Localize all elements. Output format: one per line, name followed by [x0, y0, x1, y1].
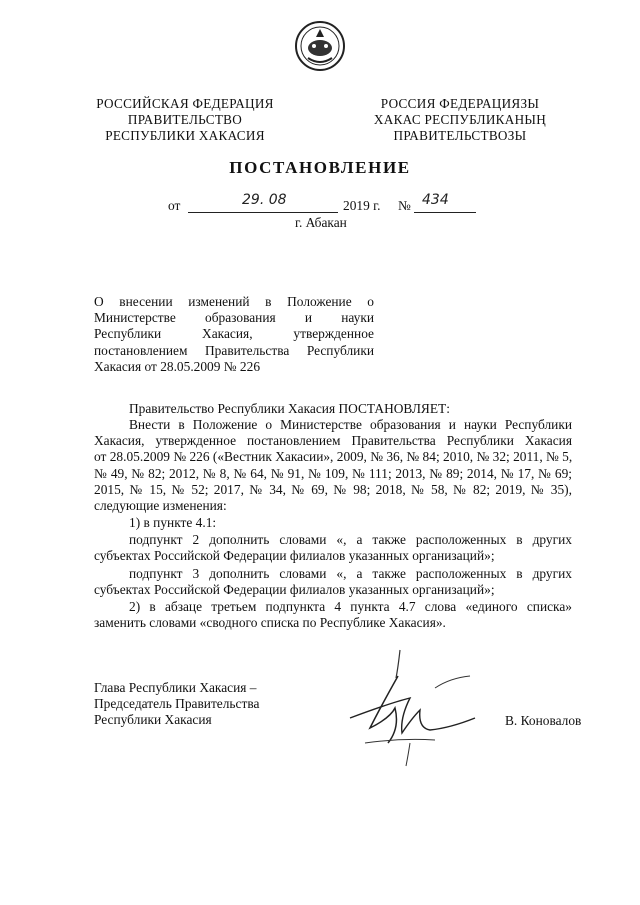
header-left-line: РОССИЙСКАЯ ФЕДЕРАЦИЯ	[96, 96, 274, 111]
subitem-line: подпункт 3 дополнить словами «, а также расположенных в других	[129, 566, 572, 581]
header-right-line: ПРАВИТЕЛЬСТВОЗЫ	[393, 128, 527, 143]
subject-line: Министерстве образования и науки	[94, 310, 374, 326]
position-line: Глава Республики Хакасия –	[94, 680, 257, 695]
header-right	[355, 96, 565, 144]
header-right-line: РОССИЯ ФЕДЕРАЦИЯЗЫ	[380, 96, 540, 111]
subitem-line: субъектах Российской Федерации филиалов указанных организаций»;	[94, 548, 495, 564]
year: 2019 г.	[343, 198, 381, 213]
signatory-name: В. Коновалов	[505, 713, 582, 728]
body-line: Хакасия, утвержденное постановлением Правительства Республики Хакасия	[94, 433, 572, 449]
subject-line: постановлением Правительства Республики	[94, 342, 374, 358]
subject-block	[94, 294, 374, 375]
body-line: 2015, № 15, № 52; 2017, № 34, № 69, № 98; 2018, № 58, № 82; 2019, № 35),	[94, 481, 572, 497]
header-right-line: ХАКАС РЕСПУБЛИКАНЫҢ	[373, 112, 547, 127]
subitem-line: субъектах Российской Федерации филиалов указанных организаций»;	[94, 582, 495, 598]
item-1: 1) в пункте 4.1:	[129, 515, 217, 530]
number-handwritten: 434	[422, 192, 449, 208]
header-left	[80, 96, 290, 144]
item-2-line: 2) в абзаце третьем подпункта 4 пункта 4.7 слова «единого списка»	[129, 599, 572, 614]
body-line: следующие изменения:	[94, 498, 227, 514]
header-left-line: ПРАВИТЕЛЬСТВО	[127, 112, 243, 127]
subitem-2	[94, 532, 572, 564]
subject-line: О внесении изменений в Положение о	[94, 294, 374, 309]
position-line: Председатель Правительства	[94, 696, 260, 712]
subitem-3	[94, 566, 572, 598]
item-2-line: заменить словами «сводного списка по Республике Хакасия».	[94, 615, 446, 631]
document-title: ПОСТАНОВЛЕНИЕ	[229, 158, 411, 177]
date-prefix: от	[168, 198, 181, 213]
body-line: № 49, № 82; 2012, № 8, № 64, № 91, № 109, № 111; 2013, № 89; 2014, № 17, № 69;	[94, 465, 572, 481]
city: г. Абакан	[295, 215, 347, 230]
signatory-position	[94, 680, 259, 729]
item-2	[94, 599, 572, 631]
number-prefix: №	[398, 198, 411, 213]
subitem-line: подпункт 2 дополнить словами «, а также расположенных в других	[129, 532, 572, 547]
position-line: Республики Хакасия	[94, 712, 212, 728]
date-handwritten: 29. 08	[242, 192, 287, 208]
body-paragraph-1	[94, 417, 572, 514]
handwritten-signature	[340, 648, 480, 768]
coat-of-arms-icon	[294, 20, 346, 72]
body-line: Внести в Положение о Министерстве образования и науки Республики	[129, 417, 572, 432]
subject-line: Республики Хакасия, утвержденное	[94, 326, 374, 342]
number-underline	[414, 212, 476, 213]
body-line: от 28.05.2009 № 226 («Вестник Хакасии», 2009, № 36, № 84; 2010, № 32; 2011, № 5,	[94, 449, 573, 465]
header-left-line: РЕСПУБЛИКИ ХАКАСИЯ	[105, 128, 265, 143]
body-intro: Правительство Республики Хакасия ПОСТАНОВЛЯЕТ:	[129, 401, 450, 416]
subject-line: Хакасия от 28.05.2009 № 226	[94, 358, 261, 374]
date-underline	[188, 212, 338, 213]
